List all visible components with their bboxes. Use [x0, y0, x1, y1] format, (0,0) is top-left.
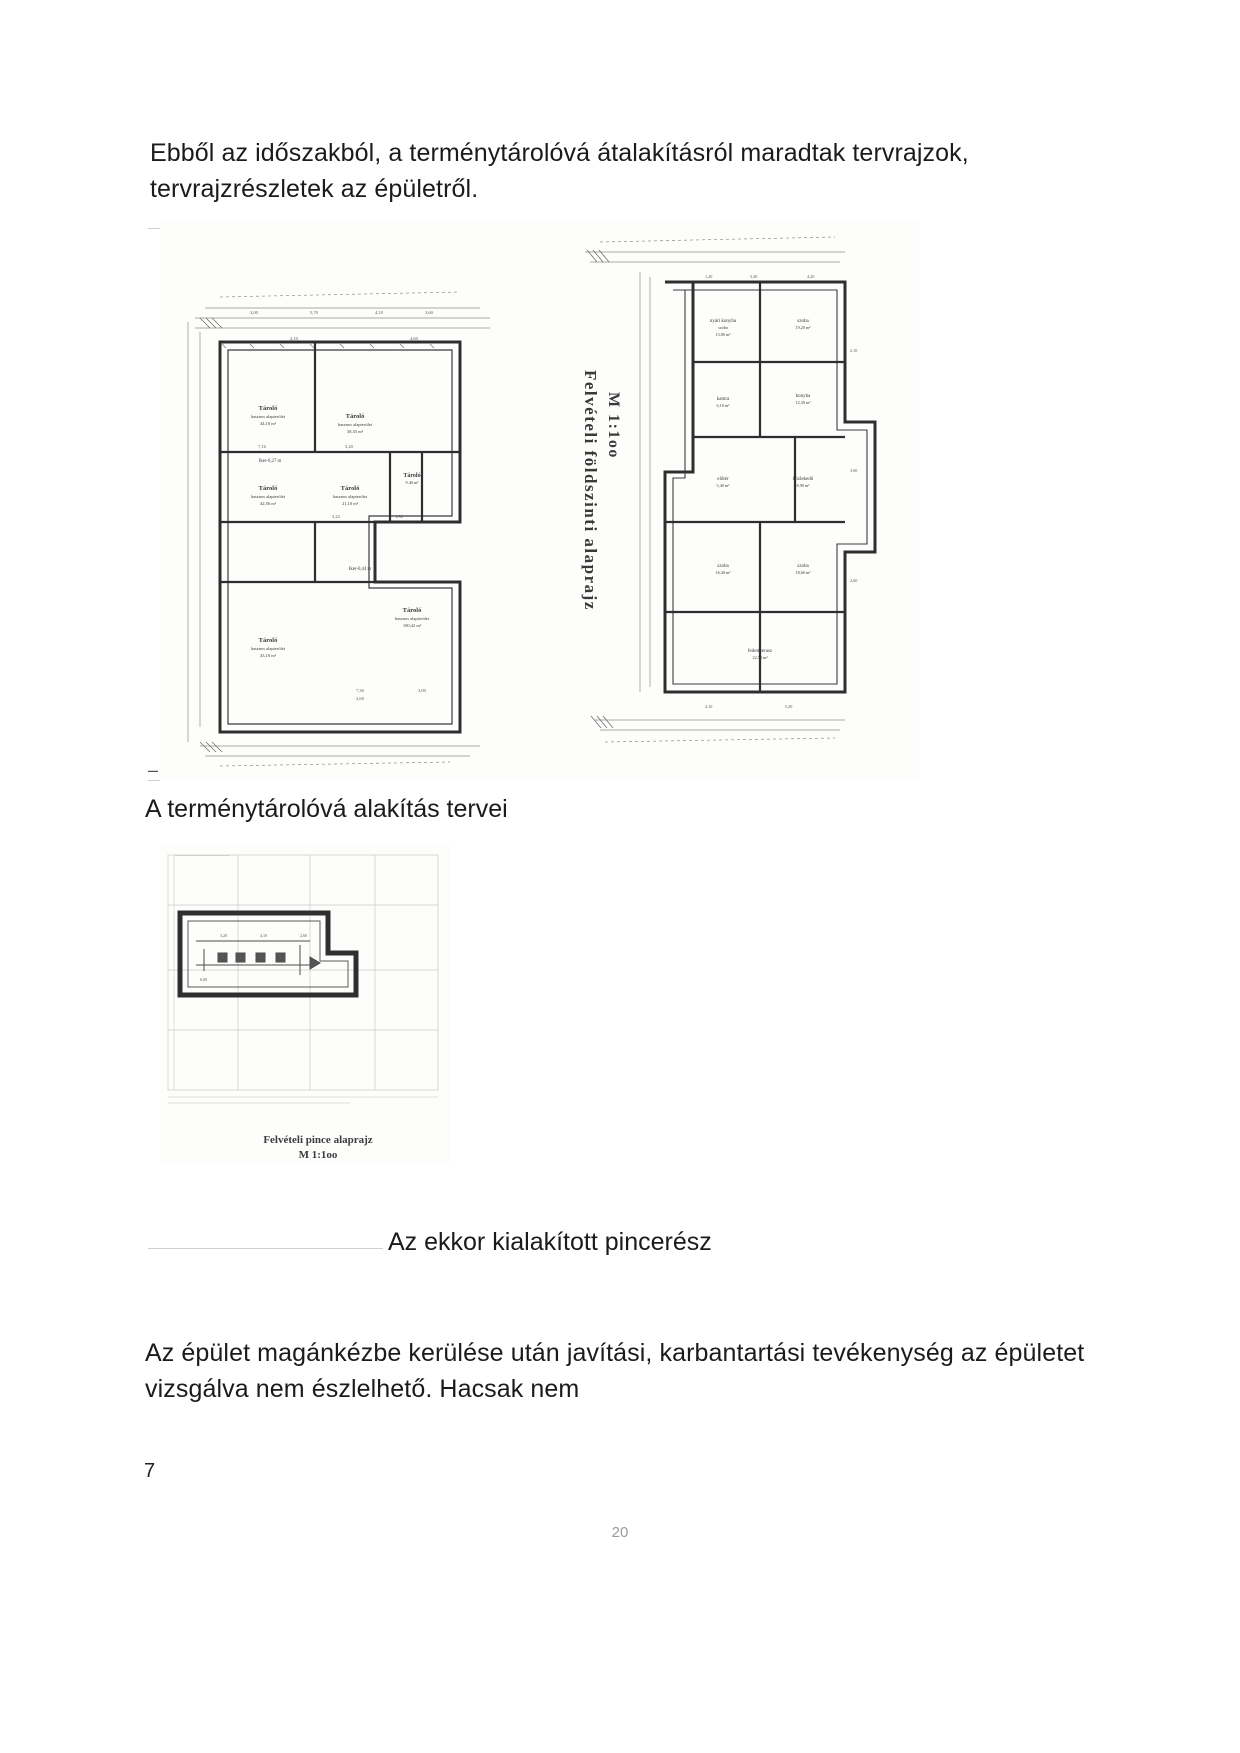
svg-text:5,20: 5,20: [345, 444, 353, 449]
svg-text:2,60: 2,60: [300, 933, 307, 938]
svg-text:100,42 m²: 100,42 m²: [402, 623, 422, 628]
svg-text:4,10: 4,10: [705, 704, 713, 709]
svg-text:3,60: 3,60: [425, 310, 433, 315]
svg-text:18,60 m²: 18,60 m²: [795, 570, 811, 575]
svg-text:2,60: 2,60: [356, 696, 364, 701]
cellar-caption-line1: Felvételi pince alaprajz: [263, 1134, 373, 1146]
paragraph-end: Az épület magánkézbe kerülése után javítási, karbantartási tevékenység az épületet vizsgálva nem észlelhető. Hacsak nem: [145, 1339, 1085, 1404]
svg-text:hasznos alapterület: hasznos alapterület: [332, 494, 368, 499]
svg-text:4,10: 4,10: [260, 933, 267, 938]
svg-text:13,80 m²: 13,80 m²: [715, 332, 731, 337]
scan-edge-line: [148, 1248, 383, 1249]
svg-text:Tároló: Tároló: [258, 637, 278, 644]
svg-text:2,10: 2,10: [290, 336, 298, 341]
svg-text:hasznos alapterület: hasznos alapterület: [250, 414, 286, 419]
upper-plan-title-line1: Felvételi földszinti alaprajz: [581, 370, 600, 611]
scan-edge-line: [175, 855, 230, 856]
cellar-caption-line2: M 1:1oo: [298, 1149, 338, 1162]
svg-text:szoba: szoba: [797, 564, 809, 569]
svg-text:6,00: 6,00: [200, 977, 207, 982]
page-number: 7: [144, 1460, 156, 1482]
svg-text:4,10: 4,10: [375, 310, 383, 315]
svg-text:szoba: szoba: [717, 564, 729, 569]
svg-text:közlekedő: közlekedő: [792, 477, 814, 482]
svg-text:2,60: 2,60: [850, 578, 858, 583]
figure-ground-floor-plan: [160, 222, 550, 782]
svg-text:Tároló: Tároló: [402, 607, 422, 614]
svg-text:12,30 m²: 12,30 m²: [795, 400, 811, 405]
svg-text:6,10 m²: 6,10 m²: [716, 403, 730, 408]
svg-text:Tároló: Tároló: [340, 485, 360, 492]
caption-cellar: Az ekkor kialakított pincerész: [388, 1228, 712, 1256]
svg-text:5,20: 5,20: [785, 704, 793, 709]
svg-text:Tároló: Tároló: [258, 485, 278, 492]
svg-text:19,20 m²: 19,20 m²: [795, 325, 811, 330]
svg-text:16,40 m²: 16,40 m²: [715, 570, 731, 575]
svg-text:szoba: szoba: [797, 319, 809, 324]
caption-plans: A terménytárolóvá alakítás tervei: [145, 795, 508, 823]
svg-text:hasznos alapterület: hasznos alapterület: [250, 494, 286, 499]
paragraph-intro: Ebből az időszakból, a terménytárolóvá átalakításról maradtak tervrajzok, tervrajzrészletek az épületről.: [150, 139, 969, 204]
svg-text:4,20: 4,20: [807, 274, 815, 279]
svg-text:3,00: 3,00: [418, 688, 426, 693]
figure-upper-plan-title: [581, 370, 640, 611]
scan-mark: –: [148, 760, 159, 780]
svg-text:Tároló: Tároló: [403, 473, 421, 479]
footer-page-number: 20: [611, 1524, 629, 1541]
svg-text:3,20: 3,20: [220, 933, 227, 938]
svg-text:5,70: 5,70: [310, 310, 318, 315]
upper-plan-title-line2: M 1:1oo: [605, 392, 622, 459]
svg-text:3,40: 3,40: [750, 274, 758, 279]
svg-text:21,10 m²: 21,10 m²: [341, 501, 359, 506]
svg-text:Tároló: Tároló: [258, 405, 278, 412]
svg-text:3,00: 3,00: [850, 468, 858, 473]
svg-text:2,10: 2,10: [850, 348, 858, 353]
svg-text:1,30: 1,30: [395, 514, 403, 519]
svg-text:9,40 m²: 9,40 m²: [405, 480, 419, 485]
svg-text:konyha: konyha: [795, 394, 811, 399]
svg-text:hasznos alapterület: hasznos alapterület: [337, 422, 373, 427]
svg-text:nyári konyha: nyári konyha: [709, 319, 737, 324]
figure-cellar-plan: [160, 845, 450, 1165]
svg-text:4,60: 4,60: [410, 336, 418, 341]
svg-text:42,56 m²: 42,56 m²: [259, 501, 277, 506]
svg-text:22,50 m²: 22,50 m²: [752, 655, 768, 660]
svg-text:8,90 m²: 8,90 m²: [796, 483, 810, 488]
cellar-plan-caption: [228, 1133, 408, 1164]
svg-text:hasznos alapterület: hasznos alapterület: [394, 616, 430, 621]
svg-text:1,20: 1,20: [705, 274, 713, 279]
svg-text:szoba: szoba: [718, 325, 728, 330]
svg-text:43,10 m²: 43,10 m²: [259, 653, 277, 658]
svg-text:Tároló: Tároló: [345, 413, 365, 420]
svg-text:7,16: 7,16: [258, 444, 266, 449]
svg-text:Iker-0,44 m: Iker-0,44 m: [348, 567, 372, 572]
svg-text:7,30: 7,30: [356, 688, 364, 693]
svg-text:5,40 m²: 5,40 m²: [716, 483, 730, 488]
svg-text:kamra: kamra: [716, 397, 730, 402]
svg-text:44,10 m²: 44,10 m²: [259, 421, 277, 426]
svg-text:hasznos alapterület: hasznos alapterület: [250, 646, 286, 651]
svg-text:38,55 m²: 38,55 m²: [346, 429, 364, 434]
svg-text:fedett terasz: fedett terasz: [747, 649, 773, 654]
svg-text:Iker-0,27 m: Iker-0,27 m: [258, 459, 282, 464]
svg-text:3,22: 3,22: [332, 514, 340, 519]
svg-text:előtér: előtér: [717, 477, 729, 482]
svg-text:3,00: 3,00: [250, 310, 258, 315]
